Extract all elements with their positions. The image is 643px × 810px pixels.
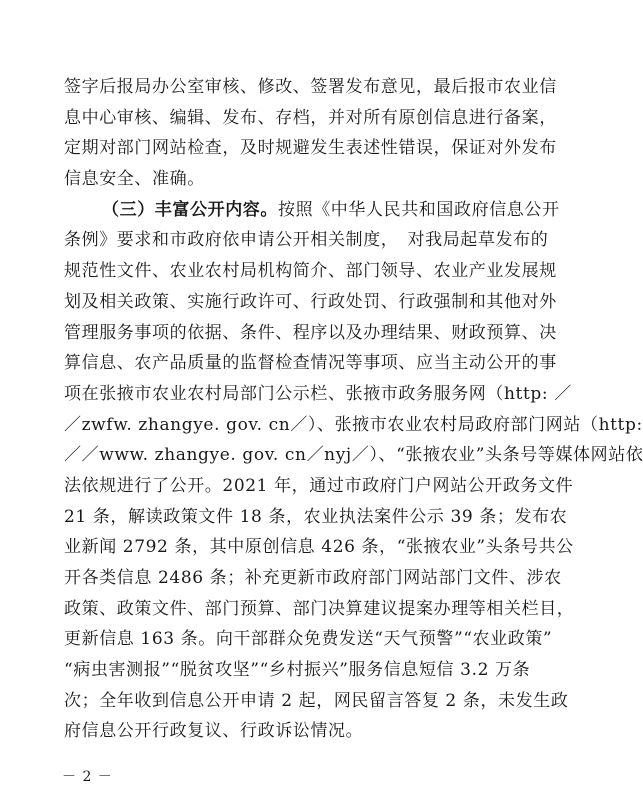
text-line: 条例》要求和市政府依申请公开相关制度， 对我局起草发布的: [64, 230, 549, 251]
text-line: 政策、政策文件、部门预算、部门决算建议提案办理等相关栏目，: [64, 598, 575, 619]
text-line: 次；全年收到信息公开申请 2 起，网民留言答复 2 条，未发生政: [64, 690, 569, 711]
text-line: 法依规进行了公开。2021 年，通过市政府门户网站公开政务文件: [64, 475, 574, 496]
section-heading: （三）丰富公开内容。: [102, 199, 278, 220]
text-line: 划及相关政策、实施行政许可、行政处罚、行政强制和其他对外: [64, 291, 557, 312]
text-line: 21 条，解读政策文件 18 条，农业执法案件公示 39 条；发布农: [64, 506, 568, 527]
section-heading-line: [64, 195, 560, 226]
text-line: 信息安全、准确。: [64, 169, 205, 190]
text-line: 开各类信息 2486 条；补充更新市政府部门网站部门文件、涉农: [64, 568, 562, 588]
text-line: ／／www. zhangye. gov. cn／nyj／）、“张掖农业”头条号等媒体网站依: [64, 445, 643, 466]
text-line: 签字后报局办公室审核、修改、签署发布意见，最后报市农业信: [64, 77, 557, 97]
text-line: ／zwfw. zhangye. gov. cn／）、张掖市农业农村局政府部门网站（http:: [64, 414, 643, 435]
text-line: 定期对部门网站检查，及时规避发生表述性错误，保证对外发布: [64, 138, 557, 159]
text-line: 规范性文件、农业农村局机构简介、部门领导、农业产业发展规: [64, 261, 557, 282]
text-line: 府信息公开行政复议、行政诉讼情况。: [64, 721, 364, 742]
text-line: 息中心审核、编辑、发布、存档，并对所有原创信息进行备案，: [64, 107, 557, 128]
text-line: “病虫害测报”“脱贫攻坚”“乡村振兴”服务信息短信 3.2 万条: [64, 660, 531, 681]
section-text: 按照《中华人民共和国政府信息公开: [278, 199, 560, 220]
text-line: 项在张掖市农业农村局部门公示栏、张掖市政务服务网（http: ／: [64, 383, 572, 404]
body-text: [64, 72, 643, 747]
text-line: 业新闻 2792 条，其中原创信息 426 条，“张掖农业”头条号共公: [64, 537, 574, 558]
page-number: － 2 －: [62, 769, 113, 785]
text-line: 管理服务事项的依据、条件、程序以及办理结果、财政预算、决: [64, 322, 557, 343]
text-line: 算信息、农产品质量的监督检查情况等事项、应当主动公开的事: [64, 353, 557, 374]
text-line: 更新信息 163 条。向干部群众免费发送“天气预警”“农业政策”: [64, 629, 553, 650]
